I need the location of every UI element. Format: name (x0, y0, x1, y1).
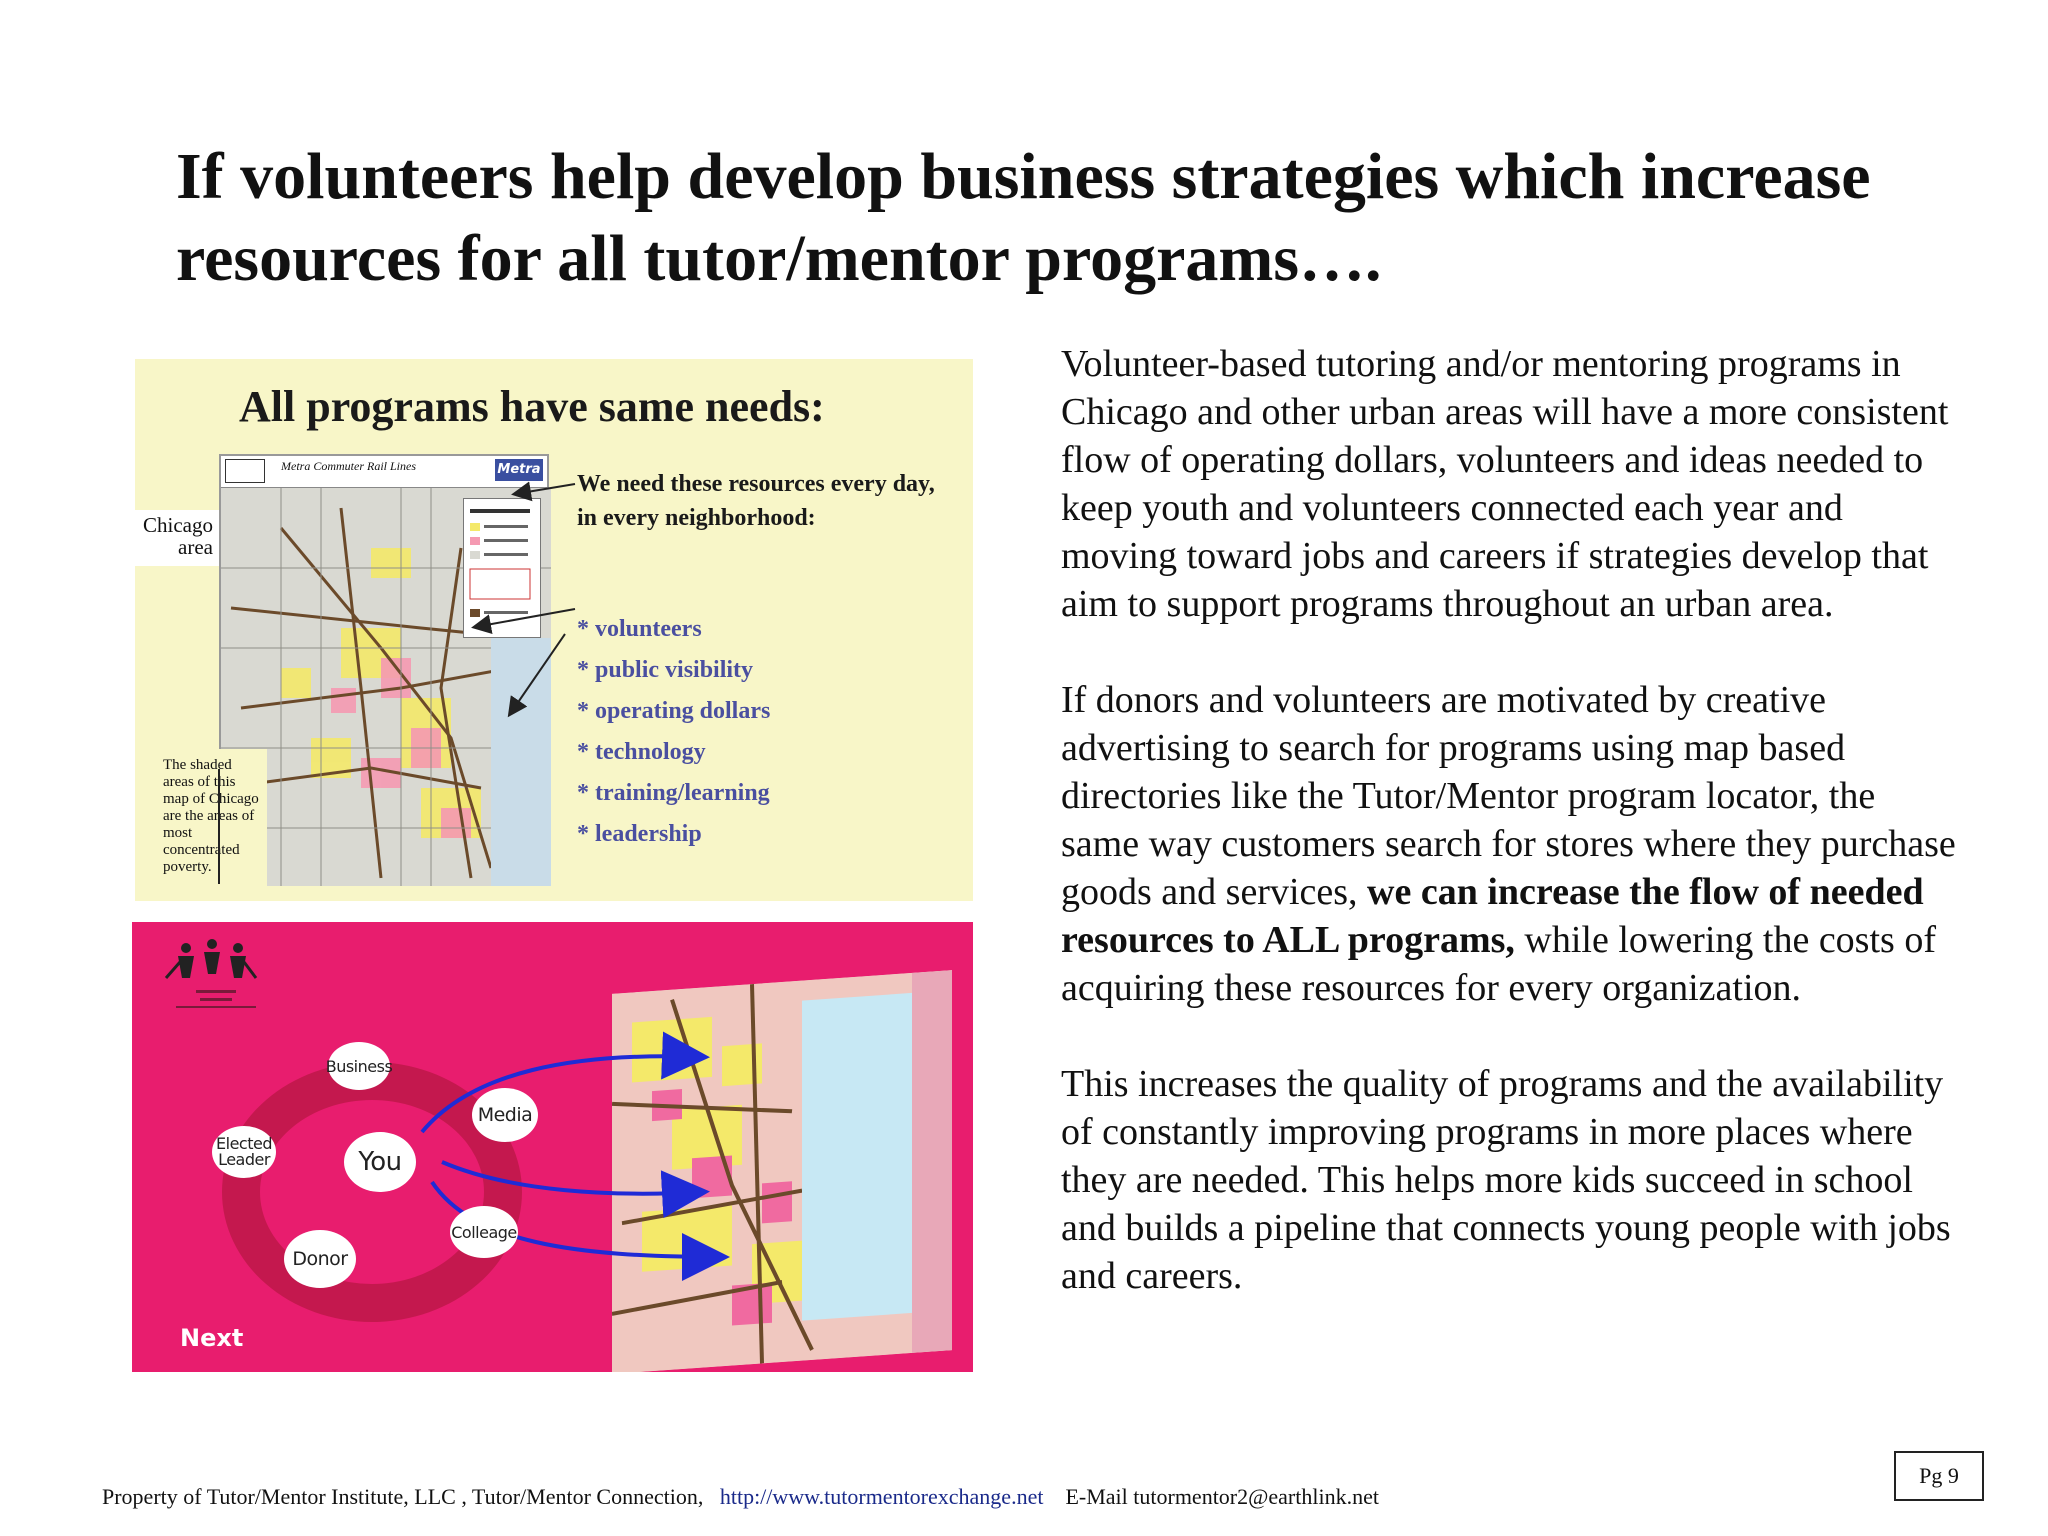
resource-item: * public visibility (577, 650, 770, 691)
media-label: Media (477, 1104, 533, 1126)
footer-property: Property of Tutor/Mentor Institute, LLC , Tutor/Mentor Connection, (102, 1484, 704, 1509)
chicago-poverty-map (219, 454, 549, 884)
map-header-title: Metra Commuter Rail Lines (281, 459, 416, 473)
body-paragraph-2 (1061, 676, 1961, 1012)
business-label: Business (325, 1056, 393, 1076)
colleague-bubble (450, 1206, 518, 1258)
resource-item: * technology (577, 732, 770, 773)
body-p2-text-start: If donors and volunteers are motivated by creative advertising to search for programs using map based directories like the Tutor/Mentor program locator, the same way customers search for stores where they purchase goods and services, (1061, 679, 1956, 913)
title-line-2: resources for all tutor/mentor programs…. (176, 222, 1382, 295)
map-header (221, 456, 547, 488)
needs-figure (135, 359, 973, 901)
shaded-areas-note: The shaded areas of this map of Chicago are the areas of most concentrated poverty. (155, 749, 267, 901)
footer (102, 1484, 1379, 1510)
body-paragraph-3: This increases the quality of programs and the availability of constantly improving programs in more places where they are needed. This helps more kids succeed in school and builds a pipeline that connects young people with jobs and careers. (1061, 1063, 1951, 1297)
resource-item: * leadership (577, 814, 770, 855)
elected-leader-bubble (212, 1126, 276, 1178)
you-bubble (344, 1132, 416, 1192)
footer-email: E-Mail tutormentor2@earthlink.net (1065, 1484, 1379, 1509)
resources-list (577, 609, 770, 855)
network-figure (132, 922, 973, 1372)
map-legend-swatches (464, 499, 542, 639)
colleague-label: Colleage (451, 1222, 517, 1242)
donor-bubble (284, 1230, 356, 1288)
map-legend (463, 498, 541, 638)
media-bubble (472, 1088, 538, 1142)
elected-leader-label: Elected Leader (216, 1134, 272, 1169)
needs-heading: All programs have same needs: (239, 382, 825, 431)
you-label: You (358, 1147, 402, 1177)
resource-item: * training/learning (577, 773, 770, 814)
page-title (176, 136, 1976, 300)
chicago-area-label (135, 510, 219, 566)
donor-label: Donor (292, 1248, 348, 1270)
tutor-mentor-logo-icon (225, 459, 265, 483)
page-number: Pg 9 (1894, 1451, 1984, 1501)
footer-url-link[interactable]: http://www.tutormentorexchange.net (719, 1484, 1044, 1509)
resource-item: * volunteers (577, 609, 770, 650)
body-text (1061, 340, 1961, 1348)
resources-intro: We need these resources every day, in every neighborhood: (577, 471, 935, 531)
body-p2-text-end: while lowering the costs of acquiring these resources for every organization. (1061, 919, 1936, 1009)
next-button[interactable]: Next (180, 1324, 244, 1352)
business-bubble (325, 1042, 393, 1090)
title-line-1: If volunteers help develop business strategies which increase (176, 140, 1871, 213)
body-paragraph-1: Volunteer-based tutoring and/or mentoring programs in Chicago and other urban areas will have a more consistent flow of operating dollars, volunteers and ideas needed to keep youth and volunteers connected each year and moving toward jobs and careers if strategies develop that aim to support programs throughout an urban area. (1061, 343, 1949, 625)
resource-item: * operating dollars (577, 691, 770, 732)
chicago-label-line-2: area (178, 535, 213, 559)
body-p2-emphasis: we can increase the flow of needed resources to ALL programs, (1061, 871, 1924, 961)
metra-logo-text: Metra (497, 462, 541, 477)
chicago-label-line-1: Chicago (143, 513, 213, 537)
metra-logo-icon (495, 459, 543, 481)
